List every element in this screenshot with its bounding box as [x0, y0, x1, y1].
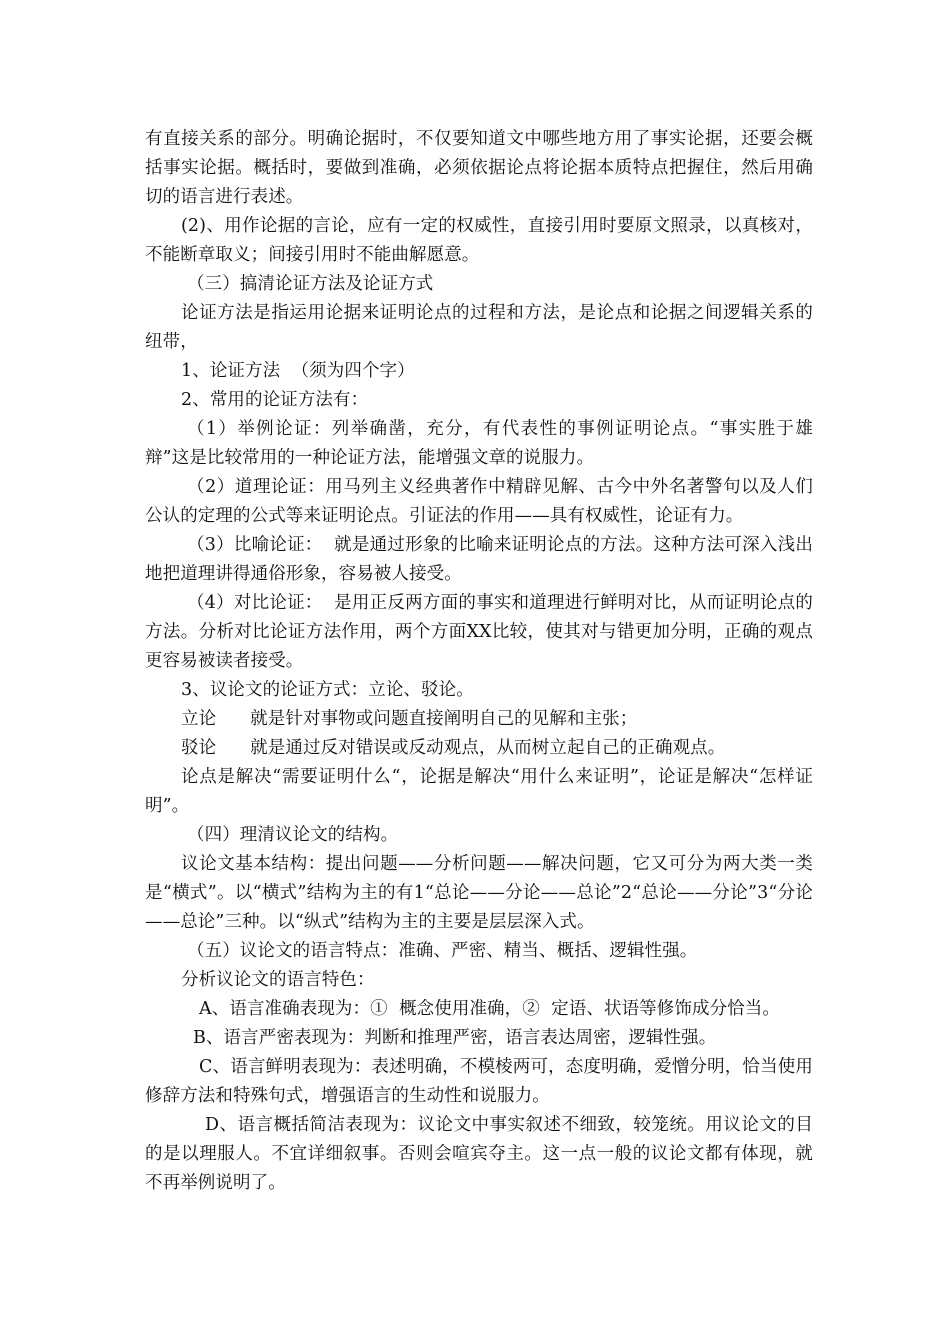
paragraph-language-concise: D、语言概括简洁表现为：议论文中事实叙述不细致，较笼统。用议论文的目的是以理服人。不宜详细叙事。否则会喧宾夺主。这一点一般的议论文都有体现，就不再举例说明了。 [145, 1115, 813, 1193]
list-item-common-methods: 2、常用的论证方法有： [181, 390, 369, 410]
list-item-argument-modes: 3、议论文的论证方式：立论、驳论。 [181, 680, 474, 700]
paragraph-analogy-argument: （3）比喻论证： 就是通过形象的比喻来证明论点的方法。这种方法可深入浅出地把道理讲得通俗形象，容易被人接受。 [145, 535, 813, 584]
paragraph-structure: 议论文基本结构：提出问题——分析问题——解决问题，它又可分为两大类一类是“横式”。以“横式”结构为主的有1“总论——分论——总论”2“总论——分论”3“分论——总论”三种。以“纵式”结构为主的主要是层层深入式。 [145, 854, 813, 932]
paragraph-quoted-evidence: (2)、用作论据的言论，应有一定的权威性，直接引用时要原文照录，以真核对，不能断章取义；间接引用时不能曲解愿意。 [145, 216, 813, 265]
heading-section-four: （四）理清议论文的结构。 [187, 825, 399, 845]
heading-section-three: （三）搞清论证方法及论证方式 [187, 274, 434, 294]
paragraph-example-argument: （1）举例论证：列举确凿，充分，有代表性的事例证明论点。“事实胜于雄辩”这是比较常用的一种论证方法，能增强文章的说服力。 [145, 419, 813, 468]
paragraph-language-analysis: 分析议论文的语言特色： [181, 970, 375, 990]
paragraph-language-vividness: C、语言鲜明表现为：表述明确，不模棱两可，态度明确，爱憎分明，恰当使用修辞方法和特殊句式，增强语言的生动性和说服力。 [145, 1057, 813, 1106]
list-item-language-accuracy: A、语言准确表现为：① 概念使用准确，② 定语、状语等修饰成分恰当。 [199, 999, 780, 1019]
paragraph-contrast-argument: （4）对比论证： 是用正反两方面的事实和道理进行鲜明对比，从而证明论点的方法。分析对比论证方法作用，两个方面XX比较，使其对与错更加分明，正确的观点更容易被读者接受。 [145, 593, 813, 671]
paragraph-point-evidence-proof: 论点是解决“需要证明什么“，论据是解决“用什么来证明”，论证是解决“怎样证明”。 [145, 767, 813, 816]
paragraph-evidence-summary: 有直接关系的部分。明确论据时，不仅要知道文中哪些地方用了事实论据，还要会概括事实论据。概括时，要做到准确，必须依据论点将论据本质特点把握住，然后用确切的语言进行表述。 [145, 129, 813, 207]
paragraph-reasoning-argument: （2）道理论证：用马列主义经典著作中精辟见解、古今中外名著警句以及人们公认的定理的公式等来证明论点。引证法的作用——具有权威性，论证有力。 [145, 477, 813, 526]
list-item-language-rigor: B、语言严密表现为：判断和推理严密，语言表达周密，逻辑性强。 [193, 1028, 717, 1048]
document-body [145, 125, 813, 1198]
paragraph-refutation: 驳论 就是通过反对错误或反动观点，从而树立起自己的正确观点。 [181, 738, 726, 758]
paragraph-argument-method-def: 论证方法是指运用论据来证明论点的过程和方法，是论点和论据之间逻辑关系的纽带， [145, 303, 813, 352]
heading-section-five: （五）议论文的语言特点：准确、严密、精当、概括、逻辑性强。 [187, 941, 698, 961]
list-item-argument-method: 1、论证方法 （须为四个字） [181, 361, 415, 381]
paragraph-affirmative: 立论 就是针对事物或问题直接阐明自己的见解和主张； [181, 709, 638, 729]
